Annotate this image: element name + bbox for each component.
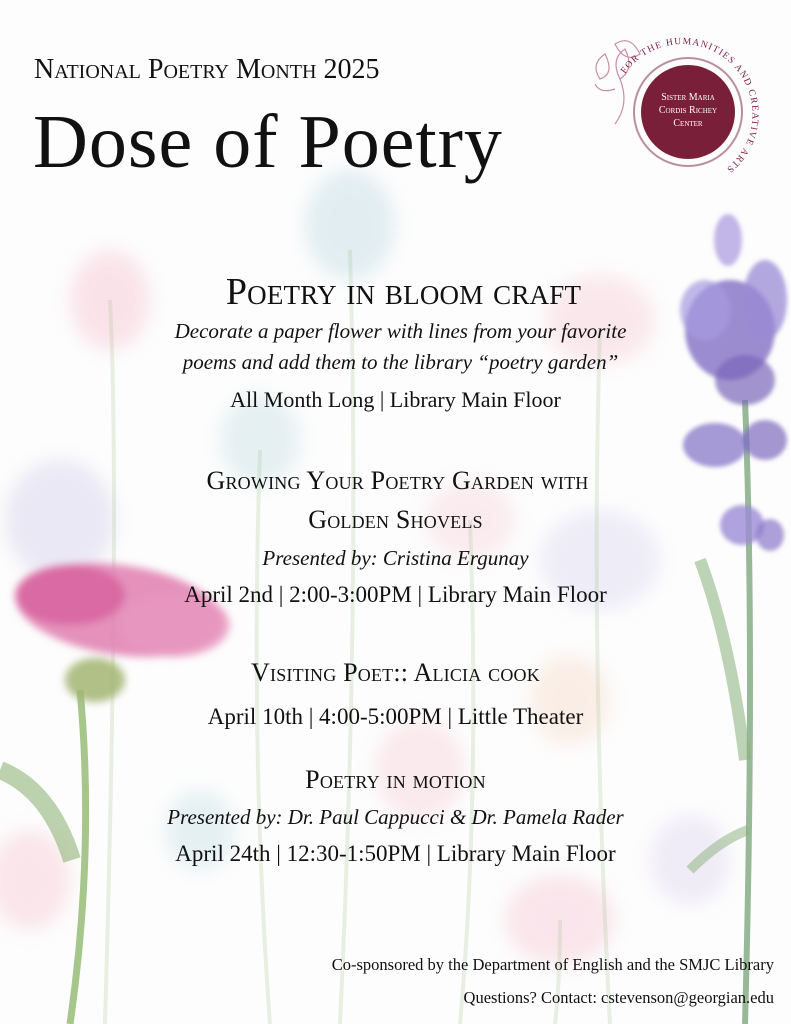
event-2-presenter: Presented by: Cristina Ergunay [262,546,529,570]
seal-arc-text: FOR THE HUMANITIES AND CREATIVE ARTS [619,36,760,175]
event-2-title-line-1: Growing Your Poetry Garden with [206,466,589,495]
seal-line-2: Cordis Richey [658,105,718,116]
event-3-title: Visiting Poet:: Alicia cook [251,658,540,687]
sponsor-note: Co-sponsored by the Department of English and the SMJC Library [331,955,774,974]
seal-line-3: Center [673,118,703,129]
event-1-description-line-1: Decorate a paper flower with lines from your favorite [174,319,627,343]
event-4-when: April 24th | 12:30-1:50PM | Library Main Floor [175,841,616,866]
contact-line: Questions? Contact: cstevenson@georgian.edu [463,988,774,1007]
event-4-presenter: Presented by: Dr. Paul Cappucci & Dr. Pamela Rader [167,805,624,829]
event-2-when: April 2nd | 2:00-3:00PM | Library Main Floor [184,582,607,607]
event-3-when: April 10th | 4:00-5:00PM | Little Theater [207,704,584,729]
event-1-title: Poetry in bloom craft [225,271,582,313]
event-1-description-line-2: poems and add them to the library “poetry garden” [182,350,619,374]
seal-line-1: Sister Maria [661,92,715,103]
event-2-title-line-2: Golden Shovels [308,505,483,534]
event-1-when: All Month Long | Library Main Floor [230,387,561,412]
page-title: Dose of Poetry [33,100,503,184]
event-4-title: Poetry in motion [305,765,486,794]
month-heading: National Poetry Month 2025 [34,54,380,85]
center-seal-logo [585,34,770,194]
